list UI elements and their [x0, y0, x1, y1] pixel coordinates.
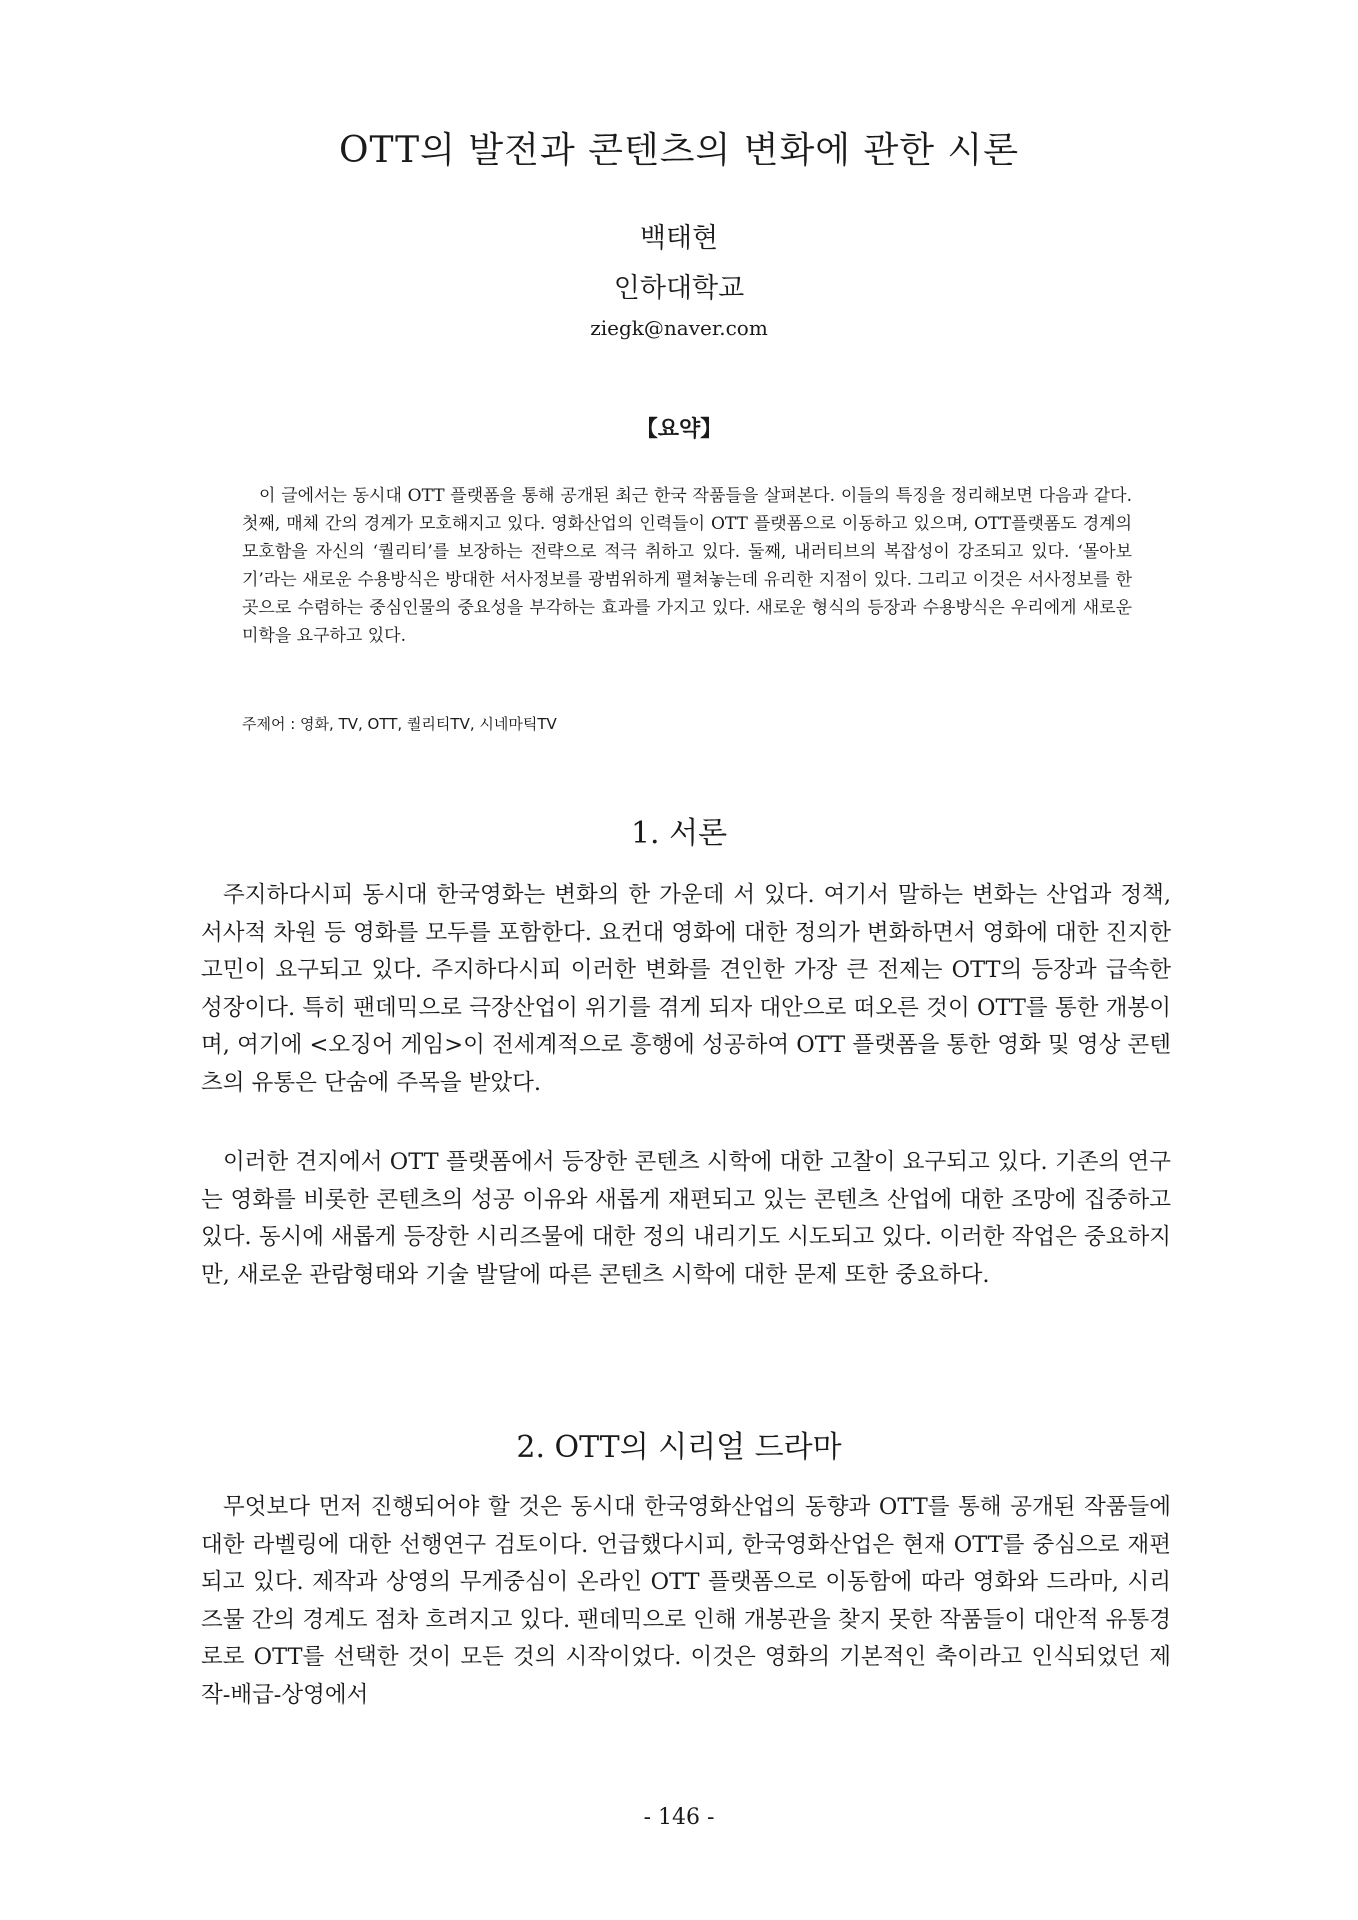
abstract-heading: 【요약】	[635, 417, 723, 442]
section-1-paragraph-1: 주지하다시피 동시대 한국영화는 변화의 한 가운데 서 있다. 여기서 말하는 변화는 산업과 정책, 서사적 차원 등 영화를 모두를 포함한다. 요컨대 영화에 대한 정의가 변화하면서 영화에 대한 진지한 고민이 요구되고 있다. 주지하다시피 이러한 변화를 견인한 가장 큰 전제는 OTT의 등장과 급속한 성장이다. 특히 팬데믹으로 극장산업이 위기를 겪게 되자 대안으로 떠오른 것이 OTT를 통한 개봉이며, 여기에 <오징어 게임>이 전세계적으로 흥행에 성공하여 OTT 플랫폼을 통한 영화 및 영상 콘텐츠의 유통은 단숨에 주목을 받았다.	[201, 882, 1171, 1096]
author-affiliation: 인하대학교	[613, 273, 745, 304]
author-email: ziegk@naver.com	[590, 316, 768, 340]
abstract-text: 이 글에서는 동시대 OTT 플랫폼을 통해 공개된 최근 한국 작품들을 살펴본다. 이들의 특징을 정리해보면 다음과 같다. 첫째, 매체 간의 경계가 모호해지고 있다. 영화산업의 인력들이 OTT 플랫폼으로 이동하고 있으며, OTT플랫폼도 경계의 모호함을 자신의 ‘퀄리티’를 보장하는 전략으로 적극 취하고 있다. 둘째, 내러티브의 복잡성이 강조되고 있다. ‘몰아보기’라는 새로운 수용방식은 방대한 서사정보를 광범위하게 펼쳐놓는데 유리한 지점이 있다. 그리고 이것은 서사정보를 한 곳으로 수렴하는 중심인물의 중요성을 부각하는 효과를 가지고 있다. 새로운 형식의 등장과 수용방식은 우리에게 새로운 미학을 요구하고 있다.	[242, 486, 1132, 646]
section-2-paragraph-1: 무엇보다 먼저 진행되어야 할 것은 동시대 한국영화산업의 동향과 OTT를 통해 공개된 작품들에 대한 라벨링에 대한 선행연구 검토이다. 언급했다시피, 한국영화산업은 현재 OTT를 중심으로 재편되고 있다. 제작과 상영의 무게중심이 온라인 OTT 플랫폼으로 이동함에 따라 영화와 드라마, 시리즈물 간의 경계도 점차 흐려지고 있다. 팬데믹으로 인해 개봉관을 찾지 못한 작품들이 대안적 유통경로로 OTT를 선택한 것이 모든 것의 시작이었다. 이것은 영화의 기본적인 축이라고 인식되었던 제작-배급-상영에서	[201, 1494, 1171, 1708]
paper-title: OTT의 발전과 콘텐츠의 변화에 관한 시론	[338, 130, 1020, 171]
section-2-title: 2. OTT의 시리얼 드라마	[516, 1430, 842, 1465]
section-1-title: 1. 서론	[630, 816, 728, 851]
page-number: - 146 -	[643, 1805, 715, 1830]
author-name: 백태현	[639, 223, 719, 254]
keywords: 주제어 : 영화, TV, OTT, 퀄리티TV, 시네마틱TV	[242, 715, 557, 733]
section-1-paragraph-2: 이러한 견지에서 OTT 플랫폼에서 등장한 콘텐츠 시학에 대한 고찰이 요구되고 있다. 기존의 연구는 영화를 비롯한 콘텐츠의 성공 이유와 새롭게 재편되고 있는 콘텐츠 산업에 대한 조망에 집중하고 있다. 동시에 새롭게 등장한 시리즈물에 대한 정의 내리기도 시도되고 있다. 이러한 작업은 중요하지만, 새로운 관람형태와 기술 발달에 따른 콘텐츠 시학에 대한 문제 또한 중요하다.	[201, 1149, 1171, 1288]
